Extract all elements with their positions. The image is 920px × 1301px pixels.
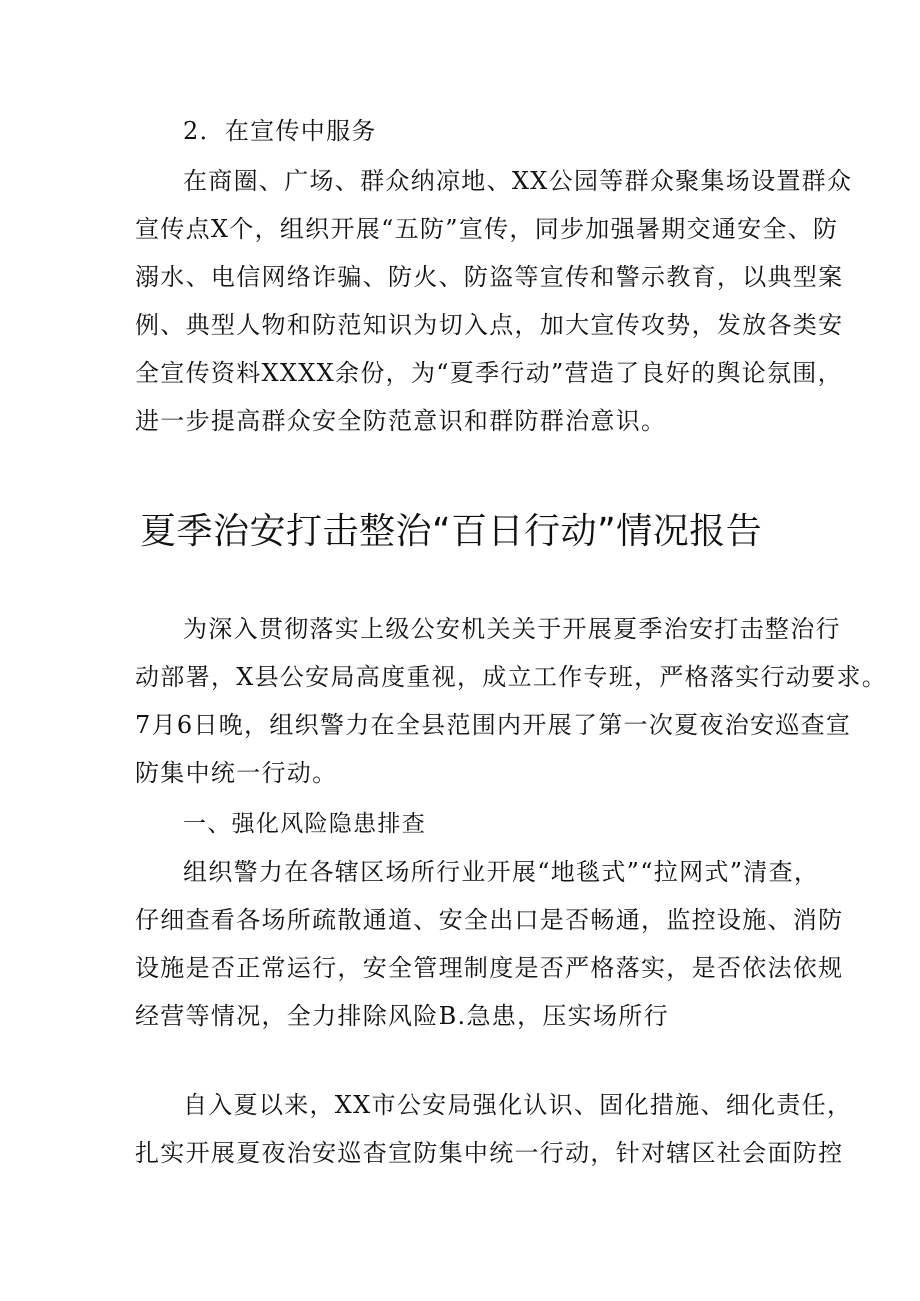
section-line: 仔细查看各场所疏散通道、安全出口是否畅通，监控设施、消防: [135, 906, 844, 934]
intro-line: 7月6日晚，组织警力在全县范围内开展了第一次夏夜治安巡查宣: [135, 711, 852, 739]
section-heading-publicity-service: 2．在宣传中服务: [183, 117, 377, 145]
intro-line: 防集中统一行动。: [135, 759, 338, 787]
section-line: 组织警力在各辖区场所行业开展“地毯式”“拉网式”清查，: [183, 858, 820, 886]
paragraph-line: 例、典型人物和防范知识为切入点，加大宣传攻势，发放各类安: [135, 311, 844, 339]
paragraph-line: 在商圈、广场、群众纳凉地、XX公园等群众聚集场设置群众: [183, 167, 853, 195]
closing-line: 扎实开展夏夜治安巡杳宣防集中统一行动，针对辖区社会面防控: [135, 1139, 844, 1167]
report-title: 夏季治安打击整治“百日行动”情况报告: [140, 511, 763, 552]
intro-line: 为深入贯彻落实上级公安机关关于开展夏季治安打击整治行: [183, 615, 841, 643]
section-heading-risk-check: 一、强化风险隐患排查: [183, 811, 426, 837]
section-line: 经营等情况，全力排除风险B.急患，压实场所行: [135, 1002, 669, 1030]
paragraph-line: 溺水、电信网络诈骗、防火、防盗等宣传和警示教育，以典型案: [135, 263, 844, 291]
section-line: 设施是否正常运行，安全管理制度是否严格落实，是否依法依规: [135, 954, 844, 982]
intro-line: 动部署，X县公安局高度重视，成立工作专班，严格落实行动要求。: [135, 663, 888, 691]
paragraph-line: 全宣传资料XXXX余份，为“夏季行动”营造了良好的舆论氛围，: [135, 359, 843, 387]
paragraph-line: 进一步提高群众安全防范意识和群防群治意识。: [135, 407, 667, 435]
closing-line: 自入夏以来，XX市公安局强化认识、固化措施、细化责任，: [183, 1091, 853, 1119]
paragraph-line: 宣传点X个，组织开展“五防”宣传，同步加强暑期交通安全、防: [135, 215, 839, 243]
